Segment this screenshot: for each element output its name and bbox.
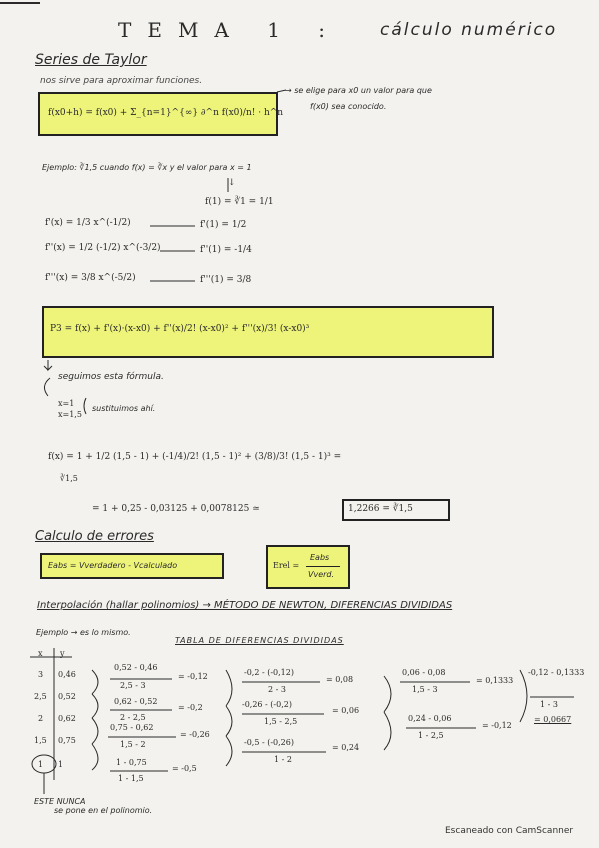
dd1-den-4: 1 - 1,5 [118, 774, 144, 783]
table-y-5: 1 [58, 760, 64, 769]
dd1-res-2: = -0,2 [178, 703, 203, 712]
interp-example: Ejemplo → es lo mismo. [36, 628, 131, 637]
dd1-den-1: 2,5 - 3 [120, 681, 146, 690]
brace-3 [92, 718, 98, 744]
dd2-res-1: = 0,08 [326, 675, 354, 684]
dd2-den-3: 1 - 2 [274, 755, 292, 764]
table-x-3: 2 [38, 714, 44, 723]
derivative-3: f'''(x) = 3/8 x^(-5/2) [45, 273, 136, 283]
table-y-1: 0,46 [58, 670, 76, 679]
brace-4 [92, 744, 98, 770]
table-x-4: 1,5 [34, 736, 47, 745]
table-y-3: 0,62 [58, 714, 76, 723]
dd3-num-1: 0,06 - 0,08 [402, 668, 446, 677]
brace-8 [384, 676, 391, 712]
dd1-num-4: 1 - 0,75 [116, 758, 147, 767]
example-arrow: ↓ [228, 178, 236, 188]
dd2-num-1: -0,2 - (-0,12) [244, 668, 294, 677]
brace-1 [92, 670, 98, 694]
dd1-num-3: 0,75 - 0,62 [110, 723, 154, 732]
example-f1: f(1) = ∛1 = 1/1 [205, 197, 274, 207]
page-title-right: cálculo numérico [380, 20, 558, 40]
dd4-num: -0,12 - 0,1333 [528, 668, 585, 677]
calc-line-1: f(x) = 1 + 1/2 (1,5 - 1) + (-1/4)/2! (1,5 - 1)² + (3/8)/3! (1,5 - 1)³ = [48, 452, 342, 462]
table-x-5: 1 [38, 760, 44, 769]
taylor-p3-formula: P3 = f(x) + f'(x)·(x-x0) + f''(x)/2! (x-x0)² + f'''(x)/3! (x-x0)³ [50, 324, 310, 334]
brace-2 [92, 694, 98, 718]
follow-arrow [44, 360, 52, 370]
derivative-2: f''(x) = 1/2 (-1/2) x^(-3/2) [45, 243, 161, 253]
subst-brace [84, 398, 86, 414]
substitution-values: x=1 x=1,5 [58, 399, 82, 419]
dd2-num-2: -0,26 - (-0,2) [242, 700, 292, 709]
dd2-res-3: = 0,24 [332, 743, 360, 752]
dd4-den: 1 - 3 [540, 700, 558, 709]
taylor-subtitle: nos sirve para aproximar funciones. [40, 76, 203, 86]
dd2-num-3: -0,5 - (-0,26) [244, 738, 294, 747]
derivative-1: f'(x) = 1/3 x^(-1/2) [45, 218, 131, 228]
footnote-line-2: se pone en el polinomio. [54, 806, 153, 815]
taylor-formula: f(x0+h) = f(x0) + Σ_{n=1}^{∞} ∂^n f(x0)/n! · h^n [48, 108, 284, 118]
table-header-y: y [60, 649, 65, 658]
table-x-1: 3 [38, 670, 44, 679]
derivative-3-result: f'''(1) = 3/8 [200, 275, 252, 285]
taylor-note-2: f(x0) sea conocido. [310, 102, 387, 111]
dd1-den-2: 2 - 2,5 [120, 713, 146, 722]
brace-7 [226, 736, 232, 766]
follow-brace [44, 378, 50, 396]
table-header-x: x [38, 649, 43, 658]
footnote-line-1: ESTE NUNCA [34, 797, 86, 806]
brace-9 [384, 712, 391, 750]
taylor-note-1: → se elige para x0 un valor para que [285, 86, 432, 95]
dd2-res-2: = 0,06 [332, 706, 360, 715]
eabs-formula: Eabs = Vverdadero - Vcalculado [48, 561, 178, 570]
brace-6 [226, 706, 232, 736]
brace-10 [520, 670, 527, 722]
interp-heading: Interpolación (hallar polinomios) → MÉTODO DE NEWTON, DIFERENCIAS DIVIDIDAS [37, 600, 453, 611]
dd3-den-1: 1,5 - 3 [412, 685, 438, 694]
result-value: 1,2266 = ∛1,5 [348, 504, 413, 514]
errors-heading: Calculo de errores [35, 529, 154, 544]
brace-5 [226, 670, 232, 706]
taylor-note-arrow [277, 90, 286, 92]
dd3-num-2: 0,24 - 0,06 [408, 714, 452, 723]
dd1-den-3: 1,5 - 2 [120, 740, 146, 749]
dd1-num-2: 0,62 - 0,52 [114, 697, 158, 706]
calc-line-2: = 1 + 0,25 - 0,03125 + 0,0078125 ≃ [92, 504, 260, 514]
table-title: TABLA DE DIFERENCIAS DIVIDIDAS [175, 636, 344, 645]
dd2-den-2: 1,5 - 2,5 [264, 717, 298, 726]
table-y-4: 0,75 [58, 736, 76, 745]
derivative-1-result: f'(1) = 1/2 [200, 220, 247, 230]
dd1-num-1: 0,52 - 0,46 [114, 663, 158, 672]
follow-formula-note: seguimos esta fórmula. [58, 372, 164, 382]
calc-line-1-below: ∛1,5 [60, 474, 78, 483]
erel-denominator: Vverd. [308, 570, 335, 579]
example-line: Ejemplo: ∛1,5 cuando f(x) = ∛x y el valor para x = 1 [42, 163, 252, 172]
dd3-res-2: = -0,12 [482, 721, 512, 730]
taylor-heading: Series de Taylor [35, 52, 147, 68]
table-y-2: 0,52 [58, 692, 76, 701]
erel-label: Erel = [273, 561, 300, 570]
dd1-res-1: = -0,12 [178, 672, 208, 681]
erel-numerator: Eabs [310, 553, 330, 562]
page-title-left: TEMA 1 : [118, 18, 342, 42]
dd1-res-4: = -0,5 [172, 764, 197, 773]
last-row-circle [32, 755, 56, 773]
dd1-res-3: = -0,26 [180, 730, 210, 739]
table-x-2: 2,5 [34, 692, 47, 701]
dd2-den-1: 2 - 3 [268, 685, 286, 694]
dd3-res-1: = 0,1333 [476, 676, 514, 685]
derivative-2-result: f''(1) = -1/4 [200, 245, 252, 255]
camscanner-watermark: Escaneado con CamScanner [445, 826, 574, 836]
dd3-den-2: 1 - 2,5 [418, 731, 444, 740]
substitution-note: sustituimos ahí. [92, 404, 156, 413]
dd4-res: = 0,0667 [534, 715, 572, 724]
